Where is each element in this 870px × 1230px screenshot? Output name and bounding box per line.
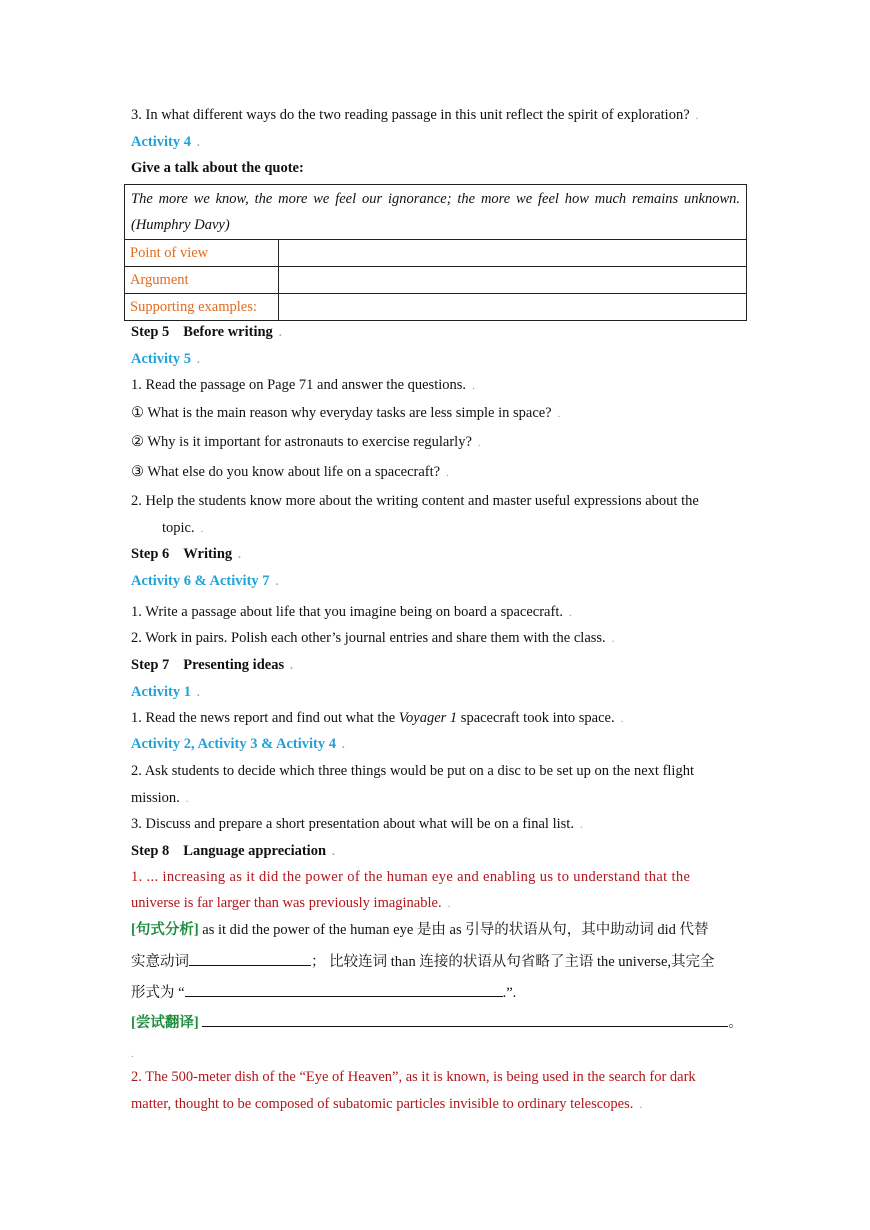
language-sentence-2: 2. The 500-meter dish of the “Eye of Heaven”, as it is known, is being used in the search for dark <box>131 1069 696 1085</box>
argument-label: Argument <box>125 267 279 294</box>
list-item: ① What is the main reason why everyday tasks are less simple in space? . <box>131 405 561 421</box>
step-6-heading: Step 6 Writing . <box>131 546 241 562</box>
language-sentence-2-cont: matter, thought to be composed of subatomic particles invisible to ordinary telescopes. . <box>131 1096 643 1112</box>
list-item: mission. . <box>131 790 189 806</box>
translation-prompt: [尝试翻译] 。 <box>131 1012 743 1032</box>
list-item: 1. Read the passage on Page 71 and answer the questions. . <box>131 377 475 393</box>
activity-2-3-4-heading: Activity 2, Activity 3 & Activity 4 . <box>131 736 345 752</box>
activity-5-heading: Activity 5 . <box>131 351 200 367</box>
step-5-heading: Step 5 Before writing . <box>131 324 282 340</box>
question-3: 3. In what different ways do the two reading passage in this unit reflect the spirit of exploration? . <box>131 107 699 123</box>
paragraph-mark: . <box>131 1048 134 1060</box>
activity-4-heading: Activity 4 . <box>131 134 200 150</box>
translation-blank[interactable] <box>202 1012 728 1027</box>
supporting-examples-cell[interactable] <box>279 294 747 321</box>
answer-blank[interactable] <box>189 951 311 966</box>
step-8-heading: Step 8 Language appreciation . <box>131 843 335 859</box>
point-of-view-cell[interactable] <box>279 240 747 267</box>
sentence-analysis: [句式分析] as it did the power of the human eye 是由 as 引导的状语从句，其中助动词 did 代替 <box>131 922 709 938</box>
activity-1-heading: Activity 1 . <box>131 684 200 700</box>
answer-blank[interactable] <box>185 982 503 997</box>
quote-table <box>124 184 747 321</box>
list-item: 1. Read the news report and find out what the Voyager 1 spacecraft took into space. . <box>131 710 624 726</box>
sentence-analysis-cont: 实意动词 ； 比较连词 than 连接的状语从句省略了主语 the universe,其完全 <box>131 951 715 971</box>
language-sentence-1: 1. ... increasing as it did the power of the human eye and enabling us to understand that the <box>131 869 691 885</box>
language-sentence-1-cont: universe is far larger than was previously imaginable. . <box>131 895 451 911</box>
list-item: 3. Discuss and prepare a short presentation about what will be on a final list. . <box>131 816 583 832</box>
argument-cell[interactable] <box>279 267 747 294</box>
step-7-heading: Step 7 Presenting ideas . <box>131 657 293 673</box>
activity-6-7-heading: Activity 6 & Activity 7 . <box>131 573 279 589</box>
give-talk-heading: Give a talk about the quote: <box>131 160 304 176</box>
sentence-analysis-form: 形式为 “ .”. <box>131 982 516 1002</box>
list-item: 2. Help the students know more about the writing content and master useful expressions about the <box>131 493 699 509</box>
list-item: 2. Work in pairs. Polish each other’s journal entries and share them with the class. . <box>131 630 615 646</box>
point-of-view-label: Point of view <box>125 240 279 267</box>
list-item: 2. Ask students to decide which three things would be put on a disc to be set up on the next flight <box>131 763 694 779</box>
list-item: ② Why is it important for astronauts to exercise regularly? . <box>131 434 481 450</box>
supporting-examples-label: Supporting examples: <box>125 294 279 321</box>
list-item: topic. . <box>162 520 204 536</box>
list-item: 1. Write a passage about life that you imagine being on board a spacecraft. . <box>131 604 572 620</box>
list-item: ③ What else do you know about life on a spacecraft? . <box>131 464 449 480</box>
quote-text: The more we know, the more we feel our ignorance; the more we feel how much remains unknown. (Humphry Davy) <box>125 185 747 240</box>
